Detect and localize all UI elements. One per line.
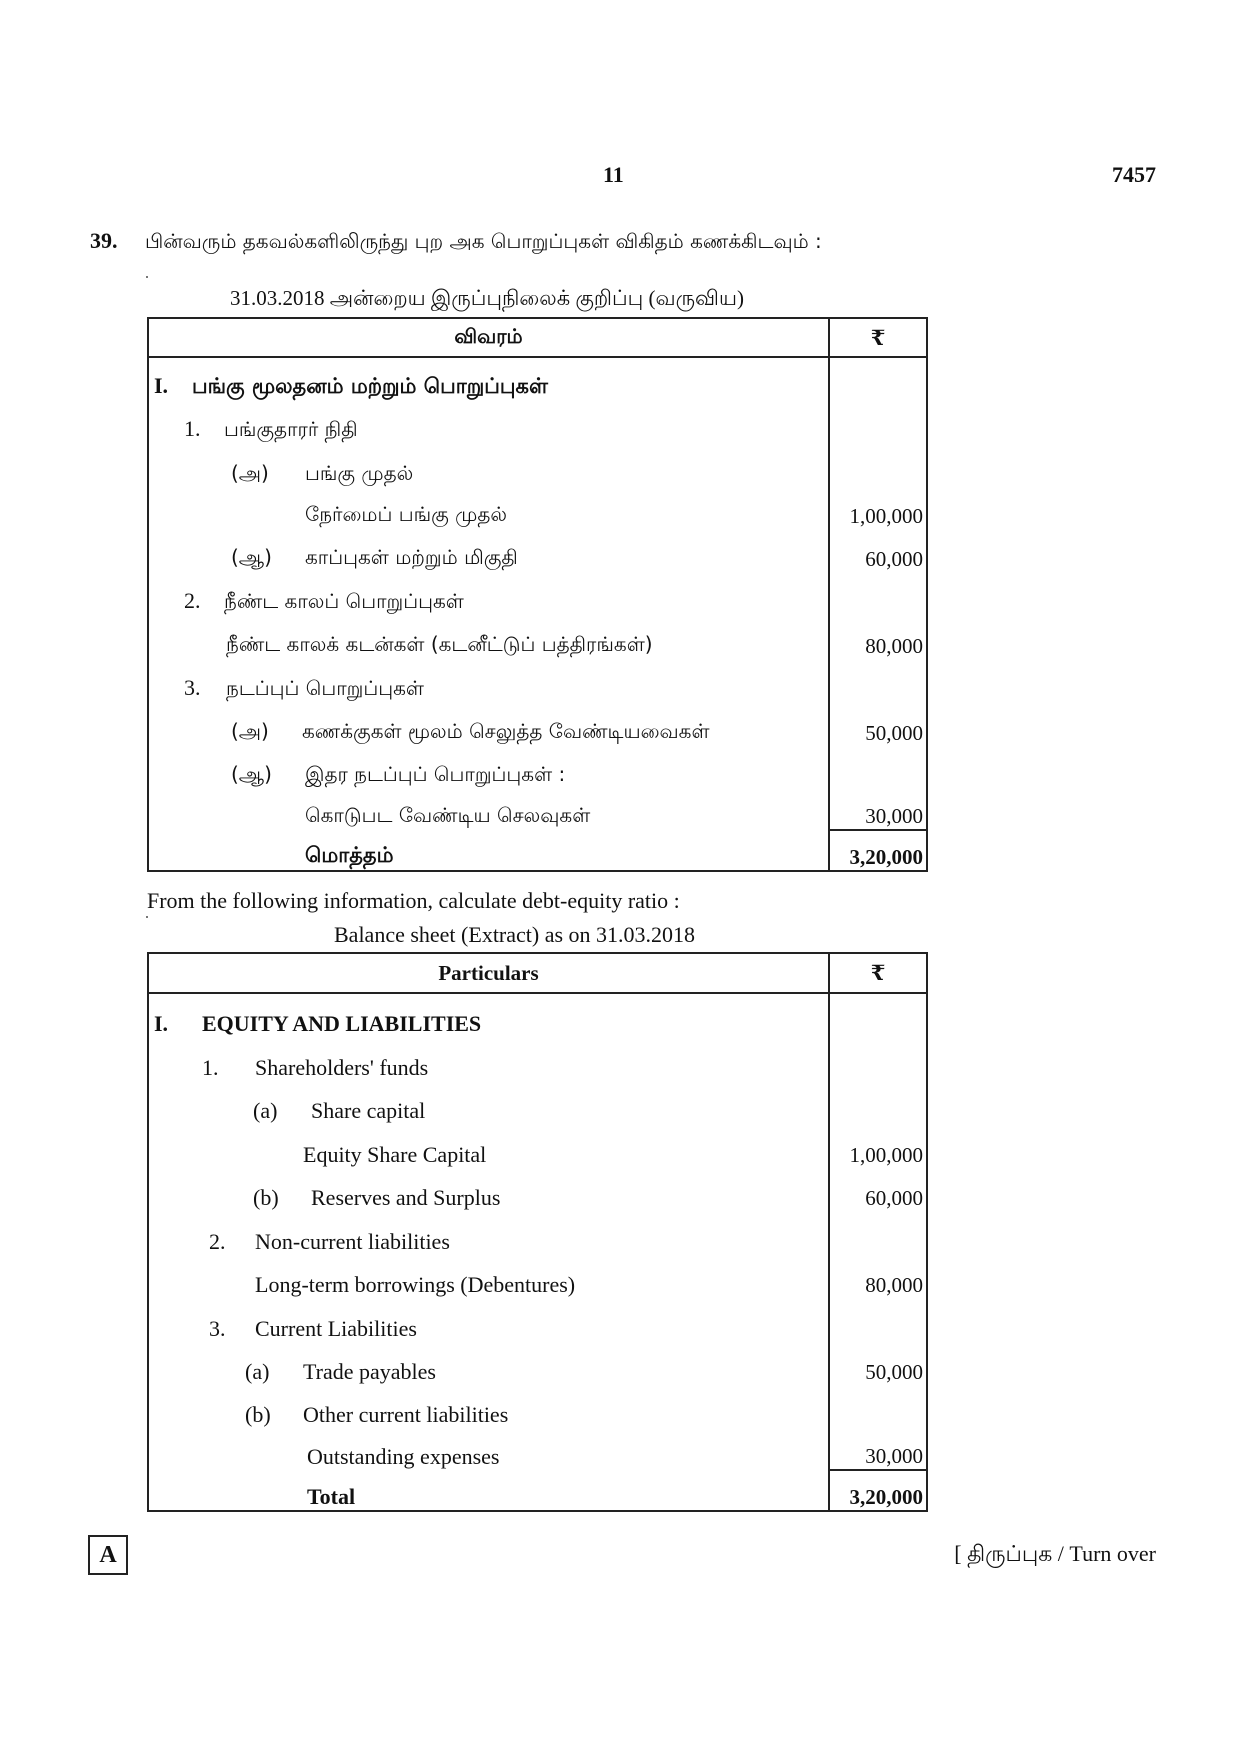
row-label: (அ): [231, 461, 269, 485]
tamil-row: [148, 488, 927, 529]
english-table-title: Balance sheet (Extract) as on 31.03.2018: [334, 922, 696, 947]
row-label: 2.: [209, 1229, 226, 1254]
row-label: (a): [253, 1098, 278, 1123]
row-text: நடப்புப் பொறுப்புகள்: [226, 676, 424, 700]
english-row: [148, 993, 927, 1037]
question-number: 39.: [90, 228, 118, 253]
row-label: 1.: [184, 416, 201, 441]
row-label: 3.: [209, 1316, 226, 1341]
row-amount: 1,00,000: [829, 1124, 927, 1168]
row-amount: [829, 746, 927, 789]
row-text: நீண்ட காலப் பொறுப்புகள்: [224, 589, 464, 613]
row-label: (அ): [231, 719, 269, 743]
row-amount: 80,000: [829, 616, 927, 659]
row-label: I.: [154, 373, 169, 398]
row-label: (b): [245, 1402, 271, 1427]
tamil-row: [148, 401, 927, 444]
row-amount: 50,000: [829, 703, 927, 746]
tamil-row: [148, 789, 927, 830]
tamil-row: [148, 357, 927, 401]
tamil-row: [148, 616, 927, 659]
row-amount: [829, 1385, 927, 1428]
row-label: I.: [154, 1011, 169, 1036]
tamil-header-particulars: விவரம்: [148, 318, 829, 357]
row-amount: [829, 401, 927, 444]
english-row: [148, 1298, 927, 1342]
tamil-row: [148, 746, 927, 789]
row-label: (ஆ): [231, 545, 272, 569]
row-amount: [829, 993, 927, 1037]
row-amount: [829, 444, 927, 488]
tamil-table-title: 31.03.2018 அன்றைய இருப்புநிலைக் குறிப்பு (வருவிய): [230, 286, 744, 310]
english-balance-sheet: [147, 952, 928, 1512]
english-row: [148, 1124, 927, 1168]
row-amount: 1,00,000: [829, 488, 927, 529]
row-amount: [829, 1298, 927, 1342]
row-text: EQUITY AND LIABILITIES: [202, 1011, 482, 1036]
total-amount: 3,20,000: [829, 830, 927, 871]
tick-mark: [146, 276, 148, 278]
question-text-english: From the following information, calculate debt-equity ratio :: [147, 888, 680, 913]
total-label: மொத்தம்: [305, 843, 394, 867]
row-amount: 60,000: [829, 1168, 927, 1211]
row-text: Non-current liabilities: [255, 1229, 450, 1254]
row-text: நேர்மைப் பங்கு முதல்: [305, 502, 507, 526]
row-text: பங்கு முதல்: [305, 461, 414, 485]
row-text: கொடுபட வேண்டிய செலவுகள்: [305, 803, 591, 827]
total-amount: 3,20,000: [829, 1470, 927, 1511]
tamil-balance-sheet: [147, 317, 928, 872]
english-row: [148, 1385, 927, 1428]
row-amount: 80,000: [829, 1255, 927, 1298]
row-amount: [829, 572, 927, 616]
english-header-particulars: Particulars: [148, 953, 829, 993]
row-text: கணக்குகள் மூலம் செலுத்த வேண்டியவைகள்: [302, 719, 710, 743]
row-text: காப்புகள் மற்றும் மிகுதி: [305, 545, 518, 569]
english-row: [148, 1255, 927, 1298]
tamil-row: [148, 444, 927, 488]
row-text: Shareholders' funds: [255, 1055, 429, 1080]
row-text: Trade payables: [303, 1359, 436, 1384]
turn-over-label: [ திருப்புக / Turn over: [954, 1541, 1156, 1566]
row-amount: 50,000: [829, 1342, 927, 1385]
english-header-amount: ₹: [829, 953, 927, 993]
row-text: நீண்ட காலக் கடன்கள் (கடனீட்டுப் பத்திரங்கள்): [226, 632, 653, 656]
row-amount: [829, 1037, 927, 1081]
tamil-row: [148, 703, 927, 746]
english-row: [148, 1428, 927, 1470]
row-text: Reserves and Surplus: [311, 1185, 501, 1210]
row-text: இதர நடப்புப் பொறுப்புகள் :: [305, 762, 566, 786]
row-amount: [829, 1211, 927, 1255]
tamil-total-row: [148, 830, 927, 871]
row-label: (b): [253, 1185, 279, 1210]
row-amount: [829, 357, 927, 401]
row-text: Share capital: [311, 1098, 426, 1123]
english-total-row: [148, 1470, 927, 1511]
english-row: [148, 1081, 927, 1124]
row-amount: 30,000: [829, 1428, 927, 1470]
row-amount: [829, 1081, 927, 1124]
tamil-row: [148, 529, 927, 572]
row-amount: 60,000: [829, 529, 927, 572]
row-amount: [829, 659, 927, 703]
english-row: [148, 1037, 927, 1081]
row-label: 3.: [184, 675, 201, 700]
row-label: 2.: [184, 588, 201, 613]
paper-code: 7457: [1112, 162, 1156, 187]
version-box: A: [88, 1535, 128, 1575]
row-label: 1.: [202, 1055, 219, 1080]
row-text: Equity Share Capital: [303, 1142, 487, 1167]
row-text: Other current liabilities: [303, 1402, 509, 1427]
tamil-header-amount: ₹: [829, 318, 927, 357]
tamil-row: [148, 572, 927, 616]
english-row: [148, 1168, 927, 1211]
row-label: (ஆ): [231, 762, 272, 786]
row-text: பங்குதாரர் நிதி: [224, 417, 358, 441]
english-row: [148, 1342, 927, 1385]
row-text: Current Liabilities: [255, 1316, 417, 1341]
page-number: 11: [603, 162, 624, 187]
tick-mark: [146, 916, 148, 918]
row-text: Long-term borrowings (Debentures): [255, 1272, 576, 1297]
question-text-tamil: பின்வரும் தகவல்களிலிருந்து புற அக பொறுப்புகள் விகிதம் கணக்கிடவும் :: [145, 229, 822, 253]
row-text: பங்கு மூலதனம் மற்றும் பொறுப்புகள்: [192, 374, 548, 398]
tamil-row: [148, 659, 927, 703]
row-amount: 30,000: [829, 789, 927, 830]
total-label: Total: [307, 1484, 356, 1509]
english-row: [148, 1211, 927, 1255]
row-label: (a): [245, 1359, 270, 1384]
row-text: Outstanding expenses: [307, 1444, 500, 1469]
